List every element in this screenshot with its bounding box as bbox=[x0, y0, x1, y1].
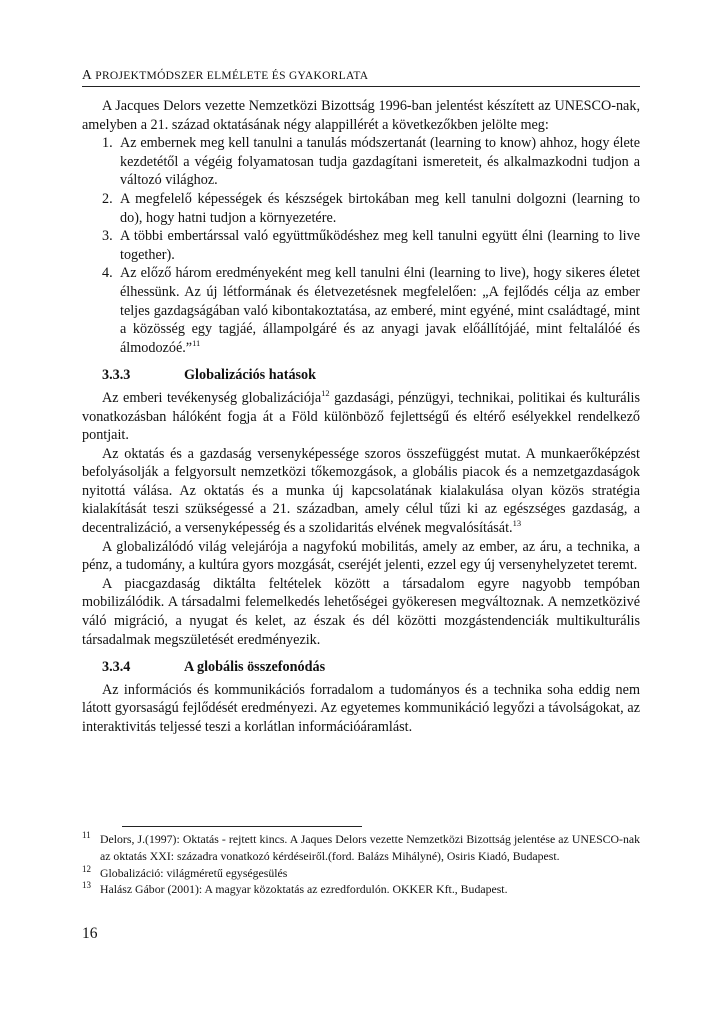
running-header bbox=[82, 67, 640, 87]
section-title: Globalizációs hatások bbox=[184, 367, 317, 384]
paragraph: Az információs és kommunikációs forradalom a tudományos és a technika soha eddig nem látott gyorsaságú fejlődését eredményezi. Az egyetemes kommunikáció legyőzi a távolságokat, az interaktivitás teljessé teszi a korlátlan információáramlást. bbox=[82, 681, 640, 735]
paragraph-text: gazdasági, pénzügyi, technikai, politikai és kulturális vonatkozásban hálóként fogja át a Föld különböző fejlettségű és eltérő esélyekkel rendelkező pontjait. bbox=[82, 389, 640, 444]
footnote-text: Halász Gábor (2001): A magyar közoktatás az ezredfordulón. OKKER Kft., Budapest. bbox=[100, 882, 508, 897]
list-item-number: 2. bbox=[102, 190, 113, 207]
section-heading-333 bbox=[102, 366, 640, 385]
footnote-divider bbox=[122, 826, 362, 827]
list-item-number: 3. bbox=[102, 228, 113, 245]
footnote-text: Globalizáció: világméretű egységesülés bbox=[100, 865, 288, 880]
footnote-ref: 13 bbox=[512, 518, 522, 529]
footnote-text: Delors, J.(1997): Oktatás - rejtett kincs. A Jaques Delors vezette Nemzetközi Bizottság jelentése az UNESCO-nak az oktatás XXI: századra vonatkozó kérdéseiről.(ford. Balázs Mihályné), Osiris Kiadó, Budapest. bbox=[100, 832, 640, 863]
list-item bbox=[82, 264, 640, 357]
footnote bbox=[82, 865, 640, 882]
footnote bbox=[82, 881, 640, 898]
footnote-ref: 12 bbox=[321, 387, 330, 398]
list-item bbox=[82, 227, 640, 264]
paragraph-text: Az emberi tevékenység globalizációja bbox=[102, 389, 322, 406]
section-number: 3.3.4 bbox=[102, 659, 131, 676]
header-title: PROJEKTMÓDSZER ELMÉLETE ÉS GYAKORLATA bbox=[95, 70, 369, 82]
list-item bbox=[82, 190, 640, 227]
footnotes bbox=[82, 826, 640, 898]
list-item-number: 1. bbox=[102, 135, 113, 152]
list-item-text: Az embernek meg kell tanulni a tanulás módszertanát (learning to know) ahhoz, hogy élete kezdetétől a végéig folyamatosan tudja gazdagítani ismereteit, és alkalmazkodni tudjon a változó világhoz. bbox=[120, 135, 640, 189]
body-text bbox=[82, 97, 640, 737]
paragraph bbox=[82, 445, 640, 538]
list-item-number: 4. bbox=[102, 265, 113, 282]
list-item-text: A megfelelő képességek és készségek birtokában meg kell tanulni dolgozni (learning to do), hogy hatni tudjon a környezetére. bbox=[120, 190, 640, 226]
footnote-mark: 11 bbox=[82, 830, 91, 840]
footnote-ref: 11 bbox=[192, 337, 201, 348]
footnote-mark: 13 bbox=[82, 880, 91, 891]
header-initial: A bbox=[82, 67, 93, 82]
section-number: 3.3.3 bbox=[102, 367, 131, 384]
paragraph: A globalizálódó világ velejárója a nagyfokú mobilitás, amely az ember, az áru, a technika, a pénz, a tudomány, a kultúra gyors mozgását, cseréjét jelenti, ezzel egy új versenyhelyzetet teremt. bbox=[82, 538, 640, 574]
list-item-text: A többi embertárssal való együttműködéshez meg kell tanulni együtt élni (learning to live together). bbox=[120, 228, 640, 263]
paragraph: A piacgazdaság diktálta feltételek között a társadalom egyre nagyobb tempóban mobilizálódik. A társadalmi felemelkedés lehetőségei gyökeresen megváltoznak. A nemzetközivé váló migráció, a nyugat és kelet, az észak és dél közötti mozgástendenciák multikulturális társadalmak megszületését eredményezik. bbox=[82, 575, 640, 648]
page-number: 16 bbox=[82, 925, 98, 942]
paragraph bbox=[82, 389, 640, 445]
list-item-text: Az előző három eredményeként meg kell tanulni élni (learning to live), hogy sikeres életet élhessünk. Az új létformának és életvezetésnek megfelelően: „A fejlődés célja az ember teljes gazdagságában való kibontakoztatása, az emberé, mint egyéné, mint családtagé, mint a közösség egy tagjáé, állampolgáré és az anyagi javak előállítójáé, mint feltalálóé és álmodozóé.” bbox=[120, 265, 640, 356]
section-title: A globális összefonódás bbox=[184, 659, 326, 676]
list-item bbox=[82, 134, 640, 190]
section-heading-334 bbox=[102, 658, 640, 677]
footnote-mark: 12 bbox=[82, 863, 91, 874]
intro-paragraph: A Jacques Delors vezette Nemzetközi Bizottság 1996-ban jelentést készített az UNESCO-nak, amelyben a 21. század oktatásának négy alappillérét a következőkben jelölte meg: bbox=[82, 98, 640, 133]
pillars-list bbox=[82, 134, 640, 357]
paragraph-text: Az oktatás és a gazdaság versenyképessége szoros összefüggést mutat. A munkaerőképzést befolyásolják a felgyorsult nemzetközi tőkemozgások, a globális piacok és a nemzetgazdaságok nyitottá válása. Az oktatás és a munka új kapcsolatának kialakulása olyan közös stratégia kialakítását teszi szükségessé a 21. században, amely célul tűzi ki az egészséges gazdaság, a decentralizáció, a versenyképesség és a szolidaritás elvének megvalósítását. bbox=[82, 445, 640, 537]
footnote bbox=[82, 831, 640, 865]
